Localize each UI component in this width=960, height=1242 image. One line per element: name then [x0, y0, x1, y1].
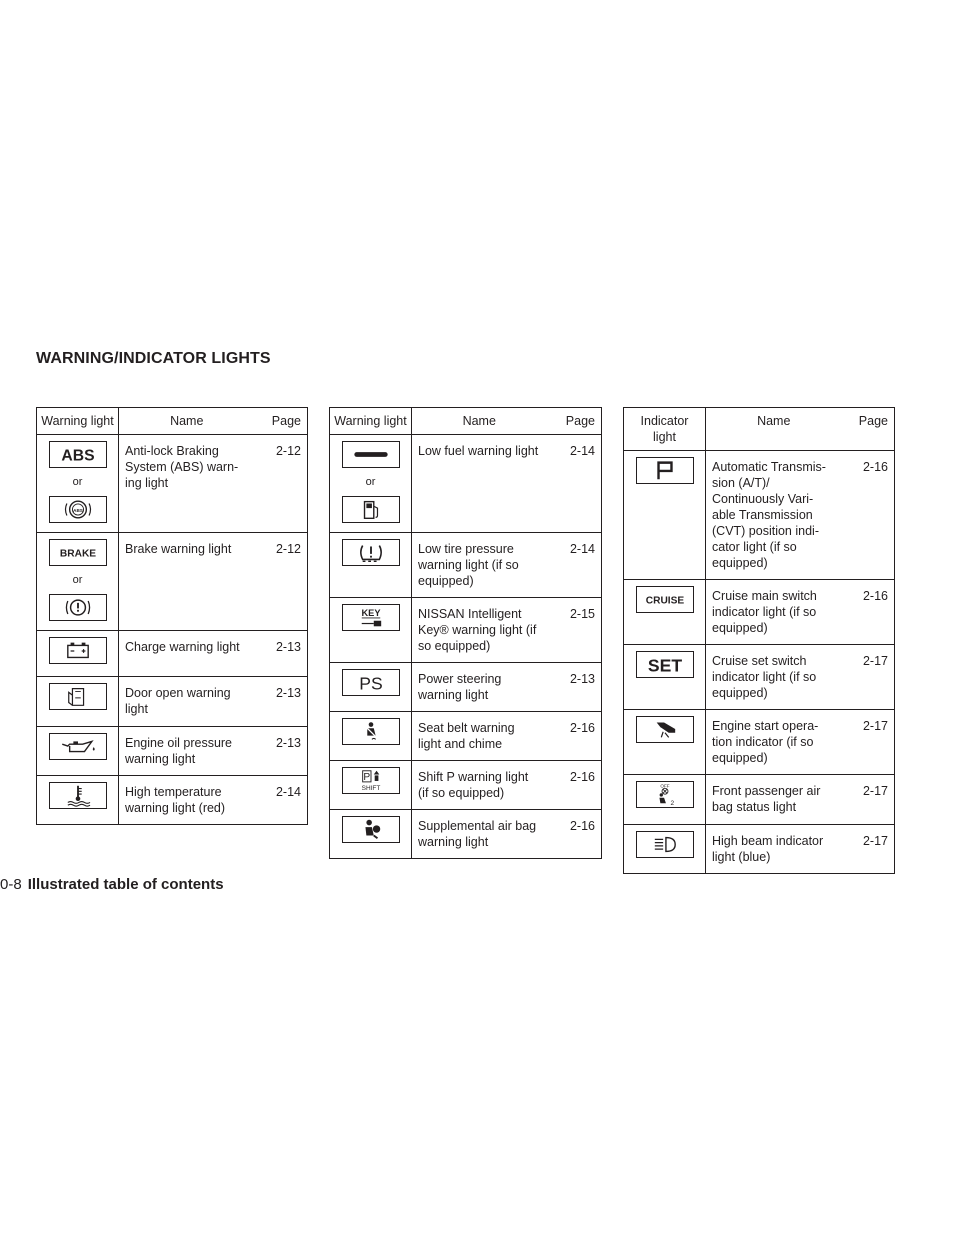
table-row [624, 710, 895, 775]
air-bag-icon [342, 816, 400, 843]
footer-title: Illustrated table of contents [27, 876, 224, 893]
table-row [624, 775, 895, 825]
row-page: 2-13 [255, 727, 308, 776]
row-name: Charge warning light [119, 631, 255, 677]
row-name: Cruise set switch indicator light (if so equipped) [706, 645, 842, 710]
table-row [330, 435, 602, 533]
or-label: or [365, 476, 376, 488]
header-icon-column: Warning light [330, 408, 412, 435]
table-header [624, 408, 895, 451]
svg-text:ABS: ABS [72, 507, 83, 513]
row-page: 2-17 [862, 834, 888, 848]
row-name: Cruise main switch indicator light (if so equipped) [706, 580, 842, 645]
section-title: WARNING/INDICATOR LIGHTS [36, 350, 271, 367]
table-row [330, 712, 602, 761]
svg-text:KEY: KEY [360, 608, 381, 619]
table-row [330, 663, 602, 712]
page-number: 0-8 [0, 876, 22, 893]
brake-text-icon [49, 539, 107, 566]
svg-text:BRAKE: BRAKE [59, 548, 96, 560]
row-page: 2-14 [547, 533, 602, 598]
fuel-bar-icon [342, 441, 400, 468]
position-p-icon [636, 457, 694, 484]
table-row [624, 451, 895, 580]
header-icon-column: Indicator light [624, 408, 706, 451]
row-name: Automatic Transmis-sion (A/T)/ Continuously Vari-able Transmission (CVT) position indi-cator light (if so equipped) [706, 451, 842, 580]
row-page: 2-13 [547, 663, 602, 712]
svg-text:P: P [362, 772, 370, 784]
row-page: 2-17 [842, 710, 895, 775]
table-row [37, 435, 308, 533]
table-row [37, 727, 308, 776]
row-page: 2-16 [547, 761, 602, 810]
row-name: Power steering warning light [412, 663, 547, 712]
row-name: Low tire pressure warning light (if so equipped) [412, 533, 547, 598]
row-name: Engine start opera-tion indicator (if so equipped) [706, 710, 842, 775]
row-page: 2-13 [255, 631, 308, 677]
oil-can-icon [49, 733, 107, 760]
row-page: 2-16 [569, 819, 595, 833]
svg-text:PS: PS [358, 673, 383, 694]
row-name: Anti-lock Braking System (ABS) warn-ing light [119, 435, 255, 533]
abs-text-icon [49, 441, 107, 468]
header-icon-column: Warning light [37, 408, 119, 435]
row-page: 2-15 [547, 598, 602, 663]
row-name: Shift P warning light (if so equipped) [412, 761, 547, 810]
table-row [37, 631, 308, 677]
table-row [330, 598, 602, 663]
header-name-column: Name [412, 408, 547, 435]
svg-text:2: 2 [670, 800, 674, 807]
row-name: Brake warning light [119, 533, 255, 631]
or-label: or [72, 574, 83, 586]
svg-text:SHIFT: SHIFT [361, 785, 380, 793]
engine-start-icon [636, 716, 694, 743]
header-page-column: Page [842, 408, 895, 451]
row-name: NISSAN Intelligent Key® warning light (if so equipped) [412, 598, 547, 663]
row-name: Low fuel warning light [412, 435, 547, 533]
row-name: Door open warning light [119, 677, 255, 727]
table-row [37, 533, 308, 631]
warning-lights-table-2 [329, 407, 602, 859]
table-row [624, 825, 895, 874]
header-page-column: Page [255, 408, 308, 435]
svg-text:SET: SET [647, 655, 682, 676]
shift-p-icon [342, 767, 400, 794]
svg-text:ABS: ABS [60, 447, 95, 465]
row-page: 2-17 [842, 775, 895, 825]
set-icon [636, 651, 694, 678]
door-open-icon [49, 683, 107, 710]
row-name: Seat belt warning light and chime [412, 712, 547, 761]
passenger-airbag-off-icon [636, 781, 694, 808]
svg-text:OFF: OFF [659, 783, 670, 789]
row-page: 2-14 [275, 785, 301, 799]
table-row [330, 761, 602, 810]
table-header [330, 408, 602, 435]
battery-icon [49, 637, 107, 664]
seat-belt-icon [342, 718, 400, 745]
fuel-pump-icon [342, 496, 400, 523]
row-page: 2-12 [255, 533, 308, 631]
row-page: 2-12 [255, 435, 308, 533]
or-label: or [72, 476, 83, 488]
table-row [37, 776, 308, 825]
row-page: 2-17 [842, 645, 895, 710]
brake-circle-icon [49, 594, 107, 621]
row-name: High temperature warning light (red) [125, 785, 226, 815]
table-header [37, 408, 308, 435]
header-name-column: Name [706, 408, 842, 451]
row-name: Supplemental air bag warning light [418, 819, 537, 849]
page-footer [0, 876, 224, 893]
warning-lights-table-1 [36, 407, 308, 825]
cruise-icon [636, 586, 694, 613]
table-row [37, 677, 308, 727]
header-name-column: Name [119, 408, 255, 435]
abs-circle-icon [49, 496, 107, 523]
row-page: 2-16 [842, 580, 895, 645]
table-row [330, 810, 602, 859]
power-steering-icon [342, 669, 400, 696]
svg-text:CRUISE: CRUISE [645, 595, 684, 607]
indicator-lights-table [623, 407, 895, 874]
high-beam-icon [636, 831, 694, 858]
row-page: 2-14 [547, 435, 602, 533]
row-name: High beam indicator light (blue) [712, 834, 824, 864]
table-row [624, 580, 895, 645]
row-page: 2-13 [255, 677, 308, 727]
row-name: Engine oil pressure warning light [119, 727, 255, 776]
intelligent-key-icon [342, 604, 400, 631]
header-page-column: Page [547, 408, 602, 435]
row-page: 2-16 [842, 451, 895, 580]
row-name: Front passenger air bag status light [706, 775, 842, 825]
coolant-temperature-icon [49, 782, 107, 809]
table-row [624, 645, 895, 710]
tire-pressure-icon [342, 539, 400, 566]
table-row [330, 533, 602, 598]
row-page: 2-16 [547, 712, 602, 761]
